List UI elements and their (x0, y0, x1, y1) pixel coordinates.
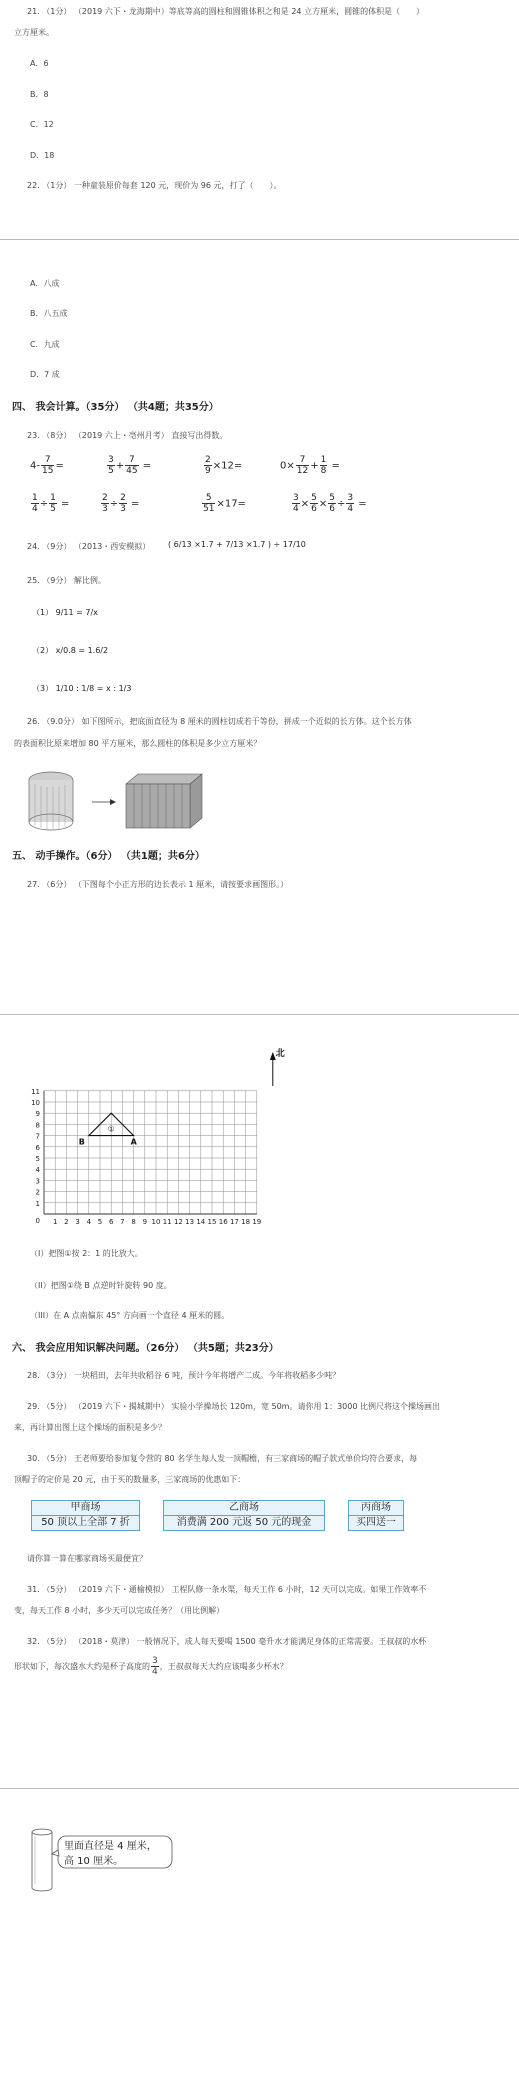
y-tick-label: 1 (35, 1199, 40, 1208)
cylinder-to-cuboid-figure (26, 770, 206, 832)
page-separator-3 (0, 1788, 519, 1789)
y-tick-label: 9 (35, 1110, 40, 1119)
y-tick-label: 10 (31, 1099, 40, 1107)
x-tick-label: 19 (252, 1218, 262, 1226)
x-tick-label: 3 (75, 1218, 80, 1226)
x-tick-label: 12 (173, 1218, 183, 1226)
x-tick-label: 7 (120, 1218, 125, 1226)
q32-text-2: 形状如下，每次盛水大约是杯子高度的 $\frac{3}{4}$ ，王叔叔每天大约应该喝多少杯水？ (14, 1656, 288, 1677)
section6-title: 六、 我会应用知识解决问题。（26分） （共5题；共23分） (12, 1343, 279, 1354)
arrow-icon (92, 799, 116, 805)
q24-expression: ( 6/13 ×1.7 + 7/13 ×1.7 ) ÷ 17/10 (168, 540, 306, 549)
shop-yi-box (163, 1500, 325, 1531)
coordinate-grid (20, 1048, 340, 1233)
x-tick-label: 6 (108, 1218, 114, 1226)
x-tick-label: 2 (64, 1218, 69, 1226)
y-tick-label: 7 (35, 1132, 40, 1141)
shop-jia-offer: 50 顶以上全部 7 折 (41, 1517, 130, 1528)
shop-bing-name: 丙商场 (349, 1501, 403, 1516)
cup-note-line-2: 高 10 厘米。 (64, 1856, 124, 1867)
q26-text: 26. （9.0分） 如下图所示，把底面直径为 8 厘米的圆柱切成若干等份，拼成一个近似的长方体。这个长方体 (27, 717, 412, 726)
cuboid-image (126, 774, 202, 828)
q25-item-2: （2） x/0.8 = 1.6/2 (32, 646, 109, 655)
q31-text-2: 变，每天工作 8 小时，多少天可以完成任务？（用比例解） (14, 1606, 225, 1615)
y-tick-label: 8 (35, 1121, 40, 1130)
x-tick-label: 8 (131, 1218, 136, 1226)
task-2: （II）把图①绕 B 点逆时针旋转 90 度。 (30, 1281, 172, 1290)
calc-item-7: $\frac{5}{51}$ ×17= (203, 493, 246, 514)
q30-text-3: 请你算一算在哪家商场买最便宜？ (27, 1554, 147, 1563)
q27-text: 27. （6分） （下图每个小正方形的边长表示 1 厘米，请按要求画图形。） (27, 880, 289, 889)
q25-item-1: （1） 9/11 = 7/x (32, 608, 98, 617)
x-tick-label: 9 (142, 1218, 148, 1226)
point-a-label: A (130, 1137, 137, 1147)
q32-text: 32. （5分） （2018・莫津） 一般情况下，成人每天要喝 1500 毫升水才能满足身体的正常需要。王叔叔的水杯 (27, 1637, 427, 1646)
y-tick-label: 6 (35, 1143, 40, 1152)
q29-text: 29. （5分） （2019 六下・揭城期中） 实验小学操场长 120m，宽 50m。请你用 1：3000 比例尺将这个操场画出 (27, 1402, 440, 1411)
shape-1-label: ① (107, 1124, 115, 1134)
calc-item-5: $\frac{1}{4}$ ÷ $\frac{1}{5}$ = (32, 493, 70, 514)
q21-option-b: B．8 (30, 90, 49, 99)
north-label: 北 (275, 1049, 285, 1059)
x-tick-label: 18 (241, 1218, 251, 1226)
x-tick-label: 4 (86, 1218, 92, 1226)
x-tick-label: 16 (218, 1218, 228, 1226)
x-tick-label: 5 (97, 1218, 103, 1226)
q29-text-2: 来，再计算出图上这个操场的面积是多少？ (14, 1423, 166, 1432)
calc-item-4: 0× $\frac{7}{12}$ + $\frac{1}{8}$ = (280, 455, 340, 476)
q24-text: 24. （9分） （2013・西安模拟） (27, 542, 151, 551)
y-tick-label: 3 (35, 1177, 40, 1186)
q21-text: 21. （1分） （2019 六下・龙海期中）等底等高的圆柱和圆锥体积之和是 24 立方厘米，圆锥的体积是（ ） (27, 7, 425, 16)
x-tick-label: 11 (162, 1218, 172, 1226)
q21-text-2: 立方厘米。 (14, 28, 54, 37)
q28-text: 28. （3分） 一块稻田，去年共收稻谷 6 吨，预计今年将增产二成。今年将收稻多少吨？ (27, 1371, 341, 1380)
shop-jia-name: 甲商场 (32, 1501, 139, 1516)
q30-text-2: 顶帽子的定价是 20 元，由于买的数量多，三家商场的优惠如下： (14, 1475, 246, 1484)
point-b-label: B (78, 1137, 85, 1147)
calc-item-6: $\frac{2}{3}$ ÷ $\frac{2}{3}$ = (102, 493, 140, 514)
q23-text: 23. （8分） （2019 六上・亳州月考） 直接写出得数。 (27, 431, 228, 440)
shop-yi-name: 乙商场 (164, 1501, 324, 1516)
section4-title: 四、 我会计算。（35分） （共4题；共35分） (12, 402, 219, 413)
cut-cylinder-image (29, 772, 73, 830)
q25-text: 25. （9分） 解比例。 (27, 576, 106, 585)
y-tick-label: 11 (31, 1087, 40, 1096)
q22-option-d: D．7 成 (30, 370, 60, 379)
q21-option-d: D．18 (30, 151, 55, 160)
calc-item-1: 4- $\frac{7}{15}$ = (30, 455, 64, 476)
shop-jia-box (31, 1500, 140, 1531)
y-tick-label: 2 (35, 1188, 40, 1197)
x-tick-label: 10 (151, 1218, 161, 1226)
q26-text-2: 的表面积比原来增加 80 平方厘米，那么圆柱的体积是多少立方厘米？ (14, 739, 262, 748)
calc-item-2: $\frac{3}{5}$ + $\frac{7}{45}$ = (108, 455, 152, 476)
page-separator-1 (0, 239, 519, 240)
x-tick-label: 1 (52, 1218, 58, 1226)
calc-item-8: $\frac{3}{4}$ × $\frac{5}{6}$ × $\frac{5}{6}$ ÷ $\frac{3}{4}$ = (293, 493, 367, 514)
q21-option-c: C．12 (30, 120, 54, 129)
q30-text: 30. （5分） 王老师要给参加复令营的 80 名学生每人发一顶帽檐，有三家商场的帽子款式单价均符合要求，每 (27, 1454, 418, 1463)
x-tick-label: 14 (196, 1218, 206, 1226)
page-separator-2 (0, 1014, 519, 1015)
q22-option-b: B．八五成 (30, 309, 68, 318)
x-tick-label: 17 (229, 1218, 239, 1226)
shop-yi-offer: 消费满 200 元返 50 元的现金 (176, 1517, 312, 1528)
y-tick-label: 0 (35, 1217, 40, 1225)
task-3: （III）在 A 点南偏东 45° 方向画一个直径 4 厘米的圆。 (30, 1311, 230, 1320)
calc-item-3: $\frac{2}{9}$ ×12= (205, 455, 243, 476)
q21-option-a: A．6 (30, 59, 49, 68)
shop-bing-offer: 买四送一 (356, 1517, 396, 1528)
x-tick-label: 13 (185, 1218, 195, 1226)
shop-bing-box (348, 1500, 404, 1531)
cup-note-line-1: 里面直径是 4 厘米， (64, 1841, 157, 1852)
task-1: （I）把图①按 2：1 的比放大。 (30, 1249, 143, 1258)
q22-text: 22. （1分） 一种童装原价每套 120 元，现价为 96 元，打了（ ）。 (27, 181, 282, 190)
q31-text: 31. （5分） （2019 六下・通榆模拟） 工程队修一条水渠，每天工作 6 小时，12 天可以完成。如果工作效率不 (27, 1585, 427, 1594)
y-tick-label: 4 (35, 1166, 40, 1175)
q22-option-a: A．八成 (30, 279, 60, 288)
x-tick-label: 15 (207, 1218, 217, 1226)
y-tick-label: 5 (35, 1155, 40, 1163)
cup-image (32, 1829, 52, 1891)
section5-title: 五、 动手操作。（6分） （共1题；共6分） (12, 851, 205, 862)
q22-option-c: C．九成 (30, 340, 60, 349)
q25-item-3: （3） 1/10 : 1/8 = x : 1/3 (32, 684, 132, 693)
